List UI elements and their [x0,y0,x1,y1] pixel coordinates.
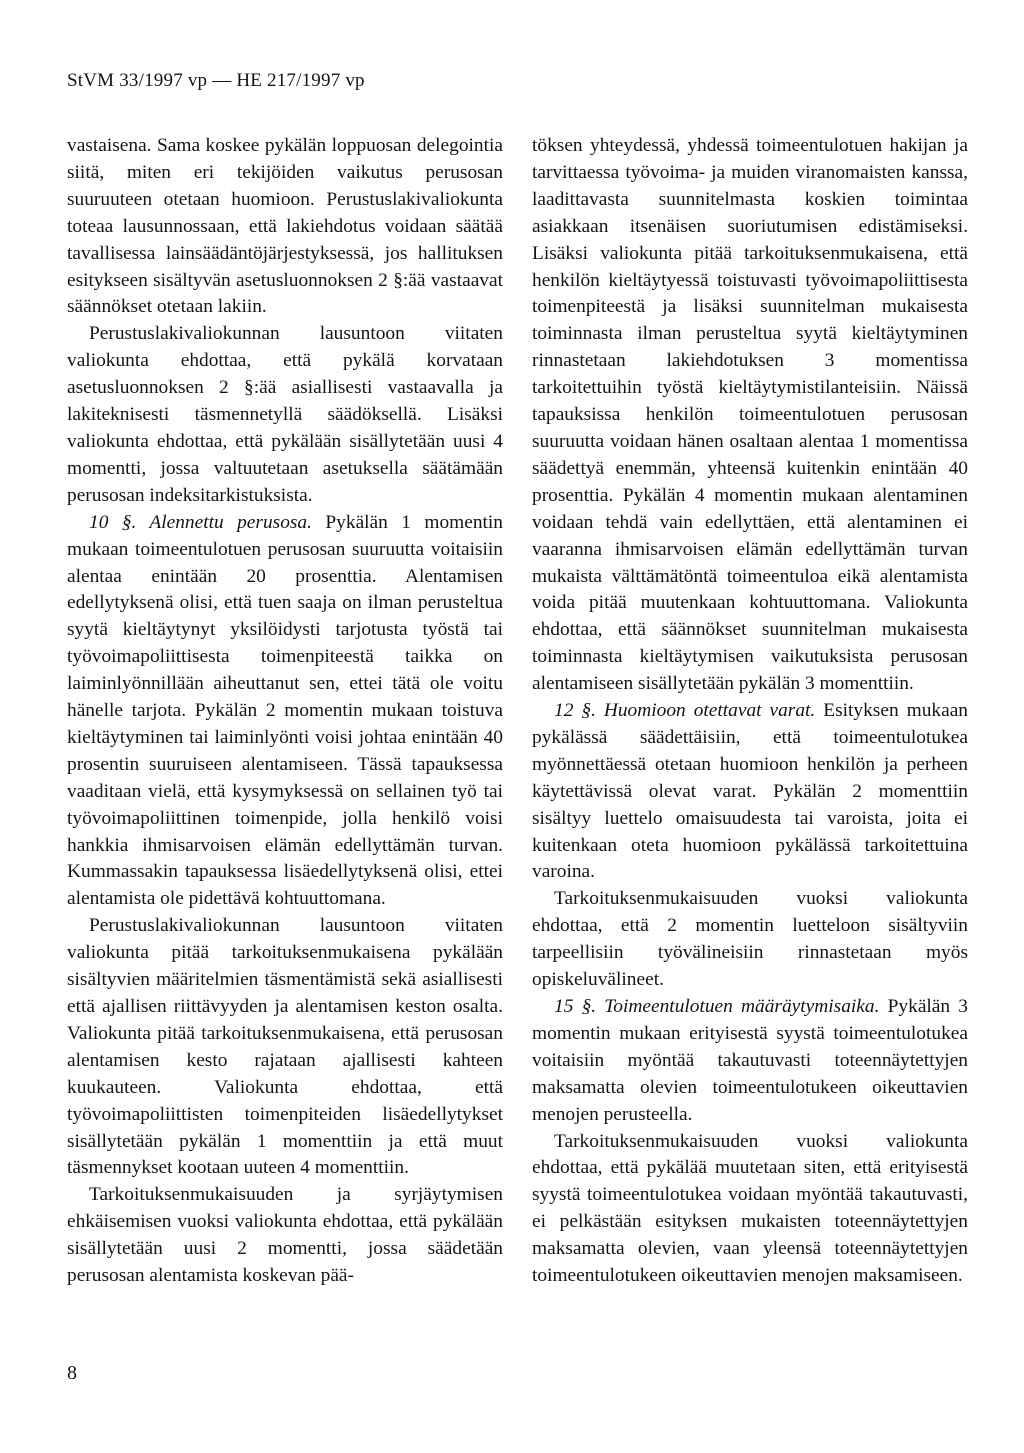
section-heading: 10 §. Alennettu perusosa. [89,511,312,533]
page-number: 8 [67,1362,77,1384]
paragraph: Tarkoituksenmukaisuuden vuoksi valiokunta ehdottaa, että pykälää muutetaan siten, että erityisestä syystä toimeentulotukea voidaan myöntää takautuvasti, ei pelkästään esityksen mukaisten toteennäytettyjen maksamatta olevien, vaan yleensä toteennäytettyjen toimeentulotukeen oikeuttavien menojen maksamiseen. [532,1130,968,1287]
left-column [67,133,503,1290]
paragraph: töksen yhteydessä, yhdessä toimeentulotuen hakijan ja tarvittaessa työvoima- ja muiden viranomaisten kanssa, laadittavasta suunnitelmasta koskien toimintaa asiakkaan itsenäisen suoriutumisen edistämiseksi. Lisäksi valiokunta pitää tarkoituksenmukaisena, että henkilön kieltäytyessä toistuvasti työvoimapoliittisesta toimenpiteestä ja lisäksi suunnitelman mukaisesta toiminnasta ilman perusteltua syytä kieltäytyminen rinnastetaan lakiehdotuksen 3 momentissa tarkoitettuihin työstä kieltäytymistilanteisiin. Näissä tapauksissa henkilön toimeentulotuen perusosan suuruutta voidaan hänen osaltaan alentaa 1 momentissa säädettyä enemmän, yhteensä kuitenkin enintään 40 prosenttia. Pykälän 4 momentin mukaan alentaminen voidaan tehdä vain edellyttäen, että alentaminen ei vaaranna ihmisarvoisen elämän edellyttämän turvan mukaista välttämätöntä toimeentuloa eikä alentamista voida pitää muutenkaan kohtuuttomana. Valiokunta ehdottaa, että säännökset suunnitelman mukaisesta toiminnasta kieltäytymisen vaikutuksista perusosan alentamiseen sisällytetään pykälän 3 momenttiin. [532,135,968,695]
paragraph: Tarkoituksenmukaisuuden ja syrjäytymisen ehkäisemisen vuoksi valiokunta ehdottaa, että pykälään sisällytetään uusi 2 momentti, jossa säädetään perusosan alentamista koskevan pää- [67,1184,503,1287]
paragraph: vastaisena. Sama koskee pykälän loppuosan delegointia siitä, miten eri tekijöiden vaikutus perusosan suuruuteen otetaan huomioon. Perustuslakivaliokunta toteaa lausunnossaan, että lakiehdotus voidaan säätää tavallisessa lainsäädäntöjärjestyksessä, jos hallituksen esitykseen sisältyvän asetusluonnoksen 2 §:ää vastaavat säännökset otetaan lakiin. [67,135,503,318]
section-heading: 15 §. Toimeentulotuen määräytymisaika. [554,996,880,1017]
paragraph: Perustuslakivaliokunnan lausuntoon viitaten valiokunta pitää tarkoituksenmukaisena pykälään sisältyvien määritelmien täsmentämistä sekä asiallisesti että ajallisen riittävyyden ja alentamisen keston osalta. Valiokunta pitää tarkoituksenmukaisena, että perusosan alentamisen kesto rajataan ajallisesti kahteen kuukauteen. Valiokunta ehdottaa, että työvoimapoliittisten toimenpiteiden lisäedellytykset sisällytetään pykälän 1 momenttiin ja että muut täsmennykset kootaan uuteen 4 momenttiin. [67,915,503,1179]
section-body: Pykälän 3 momentin mukaan erityisestä syystä toimeentulotukea voitaisiin myöntää takautuvasti toteennäytettyjen maksamatta olevien toimeentulotukeen oikeuttavien menojen perusteella. [532,996,968,1125]
paragraph: Tarkoituksenmukaisuuden vuoksi valiokunta ehdottaa, että 2 momentin luetteloon sisältyviin tarpeellisiin työvälineisiin rinnastetaan myös opiskeluvälineet. [532,888,968,991]
section-body: Pykälän 1 momentin mukaan toimeentulotuen perusosan suuruutta voitaisiin alentaa enintään 20 prosenttia. Alentamisen edellytyksenä olisi, että tuen saaja on ilman perusteltua syytä kieltäytynyt yksilöidysti tarjotusta työstä tai työvoimapoliittisesta toimenpiteestä taikka on laiminlyönnillään aiheuttanut sen, ettei tätä ole voitu hänelle tarjota. Pykälän 2 momentin mukaan toistuva kieltäytyminen tai laiminlyönti voisi johtaa enintään 40 prosentin suuruiseen alentamiseen. Tässä tapauksessa vaaditaan vielä, että kysymyksessä on sellainen työ tai työvoimapoliittinen toimenpide, jolla henkilö voisi hankkia ihmisarvoisen elämän edellyttämän turvan. Kummassakin tapauksessa lisäedellytyksenä olisi, ettei alentamista ole pidettävä kohtuuttomana. [67,511,503,910]
paragraph: Perustuslakivaliokunnan lausuntoon viitaten valiokunta ehdottaa, että pykälä korvataan asetusluonnoksen 2 §:ää asiallisesti vastaavalla ja lakiteknisesti täsmennetyllä säädöksellä. Lisäksi valiokunta ehdottaa, että pykälään sisällytetään uusi 4 momentti, jossa valtuutetaan asetuksella säätämään perusosan indeksitarkistuksista. [67,323,503,506]
section-paragraph [532,994,968,1129]
right-column [532,133,968,1290]
section-body: Esityksen mukaan pykälässä säädettäisiin, että toimeentulotukea myönnettäessä otetaan huomioon henkilön ja perheen käytettävissä olevat varat. Pykälän 2 momenttiin sisältyy luettelo omaisuudesta tai varoista, joita ei kuitenkaan oteta huomioon pykälässä tarkoitettuina varoina. [532,700,968,883]
section-paragraph [532,698,968,886]
section-paragraph [67,510,503,914]
running-header: StVM 33/1997 vp — HE 217/1997 vp [67,70,365,91]
section-heading: 12 §. Huomioon otettavat varat. [554,700,816,722]
